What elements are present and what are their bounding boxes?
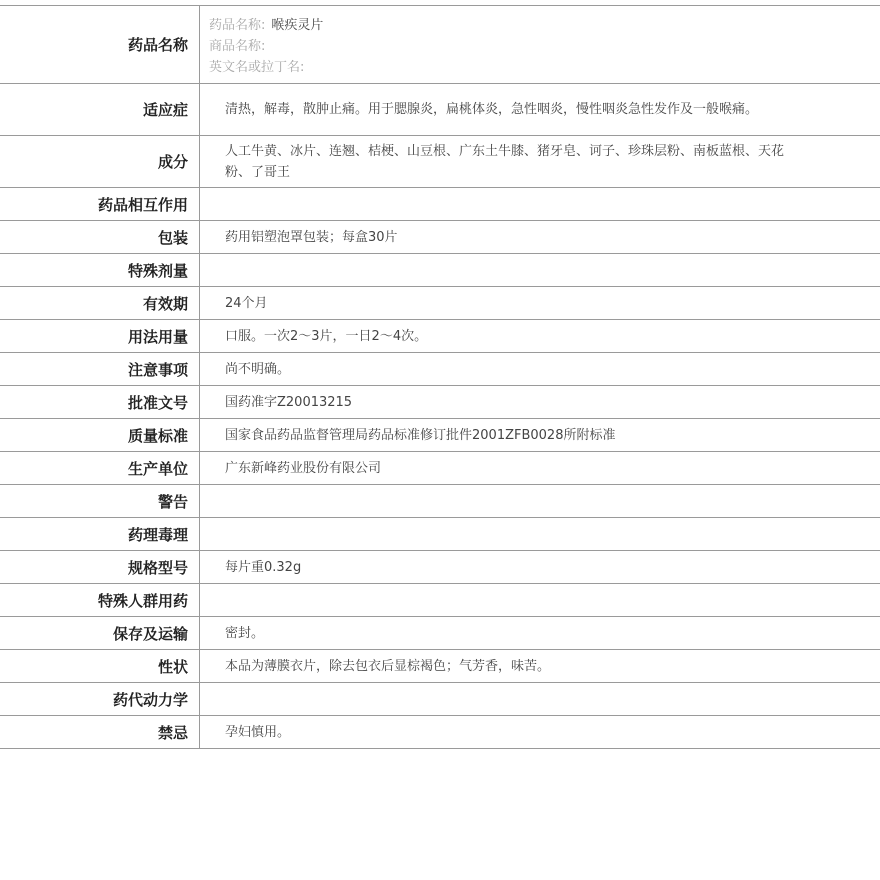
row-label: 药品相互作用 xyxy=(0,188,200,220)
row-ingredients xyxy=(0,136,880,188)
row-label: 药品名称 xyxy=(0,6,200,83)
generic-name-value: 喉疾灵片 xyxy=(271,18,324,33)
generic-name-line xyxy=(209,15,880,36)
row-special-populations xyxy=(0,584,880,617)
row-approval-number xyxy=(0,386,880,419)
row-label: 性状 xyxy=(0,650,200,682)
row-description xyxy=(0,650,880,683)
drug-name-cell xyxy=(200,6,880,83)
row-value: 本品为薄膜衣片，除去包衣后显棕褐色；气芳香，味苦。 xyxy=(225,658,551,674)
row-precautions xyxy=(0,353,880,386)
row-label: 保存及运输 xyxy=(0,617,200,649)
row-value: 每片重0.32g xyxy=(225,559,302,575)
row-warning xyxy=(0,485,880,518)
english-name-line xyxy=(209,57,880,78)
row-label: 规格型号 xyxy=(0,551,200,583)
row-value: 国药准字Z20013215 xyxy=(225,394,353,410)
row-value: 广东新峰药业股份有限公司 xyxy=(225,460,382,476)
row-value: 国家食品药品监督管理局药品标准修订批件2001ZFB0028所附标准 xyxy=(225,427,616,443)
row-value: 药用铝塑泡罩包装；每盒30片 xyxy=(225,229,398,245)
row-value: 口服。一次2～3片，一日2～4次。 xyxy=(225,328,428,344)
row-drug-name xyxy=(0,6,880,84)
row-label: 药代动力学 xyxy=(0,683,200,715)
row-label: 质量标准 xyxy=(0,419,200,451)
row-label: 生产单位 xyxy=(0,452,200,484)
row-pharmacokinetics xyxy=(0,683,880,716)
row-label: 禁忌 xyxy=(0,716,200,748)
row-interactions xyxy=(0,188,880,221)
english-name-label: 英文名或拉丁名: xyxy=(209,60,305,75)
row-label: 包装 xyxy=(0,221,200,253)
row-manufacturer xyxy=(0,452,880,485)
row-quality-standard xyxy=(0,419,880,452)
trade-name-label: 商品名称: xyxy=(209,39,266,54)
row-label: 用法用量 xyxy=(0,320,200,352)
blank-area xyxy=(0,749,880,880)
drug-info-table xyxy=(0,5,880,749)
row-pharmacology xyxy=(0,518,880,551)
row-dosage xyxy=(0,320,880,353)
generic-name-label: 药品名称: xyxy=(209,18,266,33)
row-specification xyxy=(0,551,880,584)
row-indications xyxy=(0,84,880,136)
row-label: 注意事项 xyxy=(0,353,200,385)
row-value: 清热，解毒，散肿止痛。用于腮腺炎，扁桃体炎，急性咽炎，慢性咽炎急性发作及一般喉痛。 xyxy=(225,102,759,117)
row-value: 密封。 xyxy=(225,625,265,641)
row-label: 批准文号 xyxy=(0,386,200,418)
row-packaging xyxy=(0,221,880,254)
trade-name-line xyxy=(209,36,880,57)
row-value: 人工牛黄、冰片、连翘、桔梗、山豆根、广东土牛膝、猪牙皂、诃子、珍珠层粉、南板蓝根、天花粉、了哥王 xyxy=(225,143,785,180)
row-label: 药理毒理 xyxy=(0,518,200,550)
row-value: 尚不明确。 xyxy=(225,361,291,377)
row-shelf-life xyxy=(0,287,880,320)
row-contraindications xyxy=(0,716,880,749)
row-label: 成分 xyxy=(0,136,200,187)
row-label: 特殊剂量 xyxy=(0,254,200,286)
row-label: 适应症 xyxy=(0,84,200,135)
row-label: 有效期 xyxy=(0,287,200,319)
row-special-dosage xyxy=(0,254,880,287)
row-label: 特殊人群用药 xyxy=(0,584,200,616)
row-value: 24个月 xyxy=(225,295,268,311)
row-label: 警告 xyxy=(0,485,200,517)
row-value: 孕妇慎用。 xyxy=(225,724,291,740)
row-storage xyxy=(0,617,880,650)
